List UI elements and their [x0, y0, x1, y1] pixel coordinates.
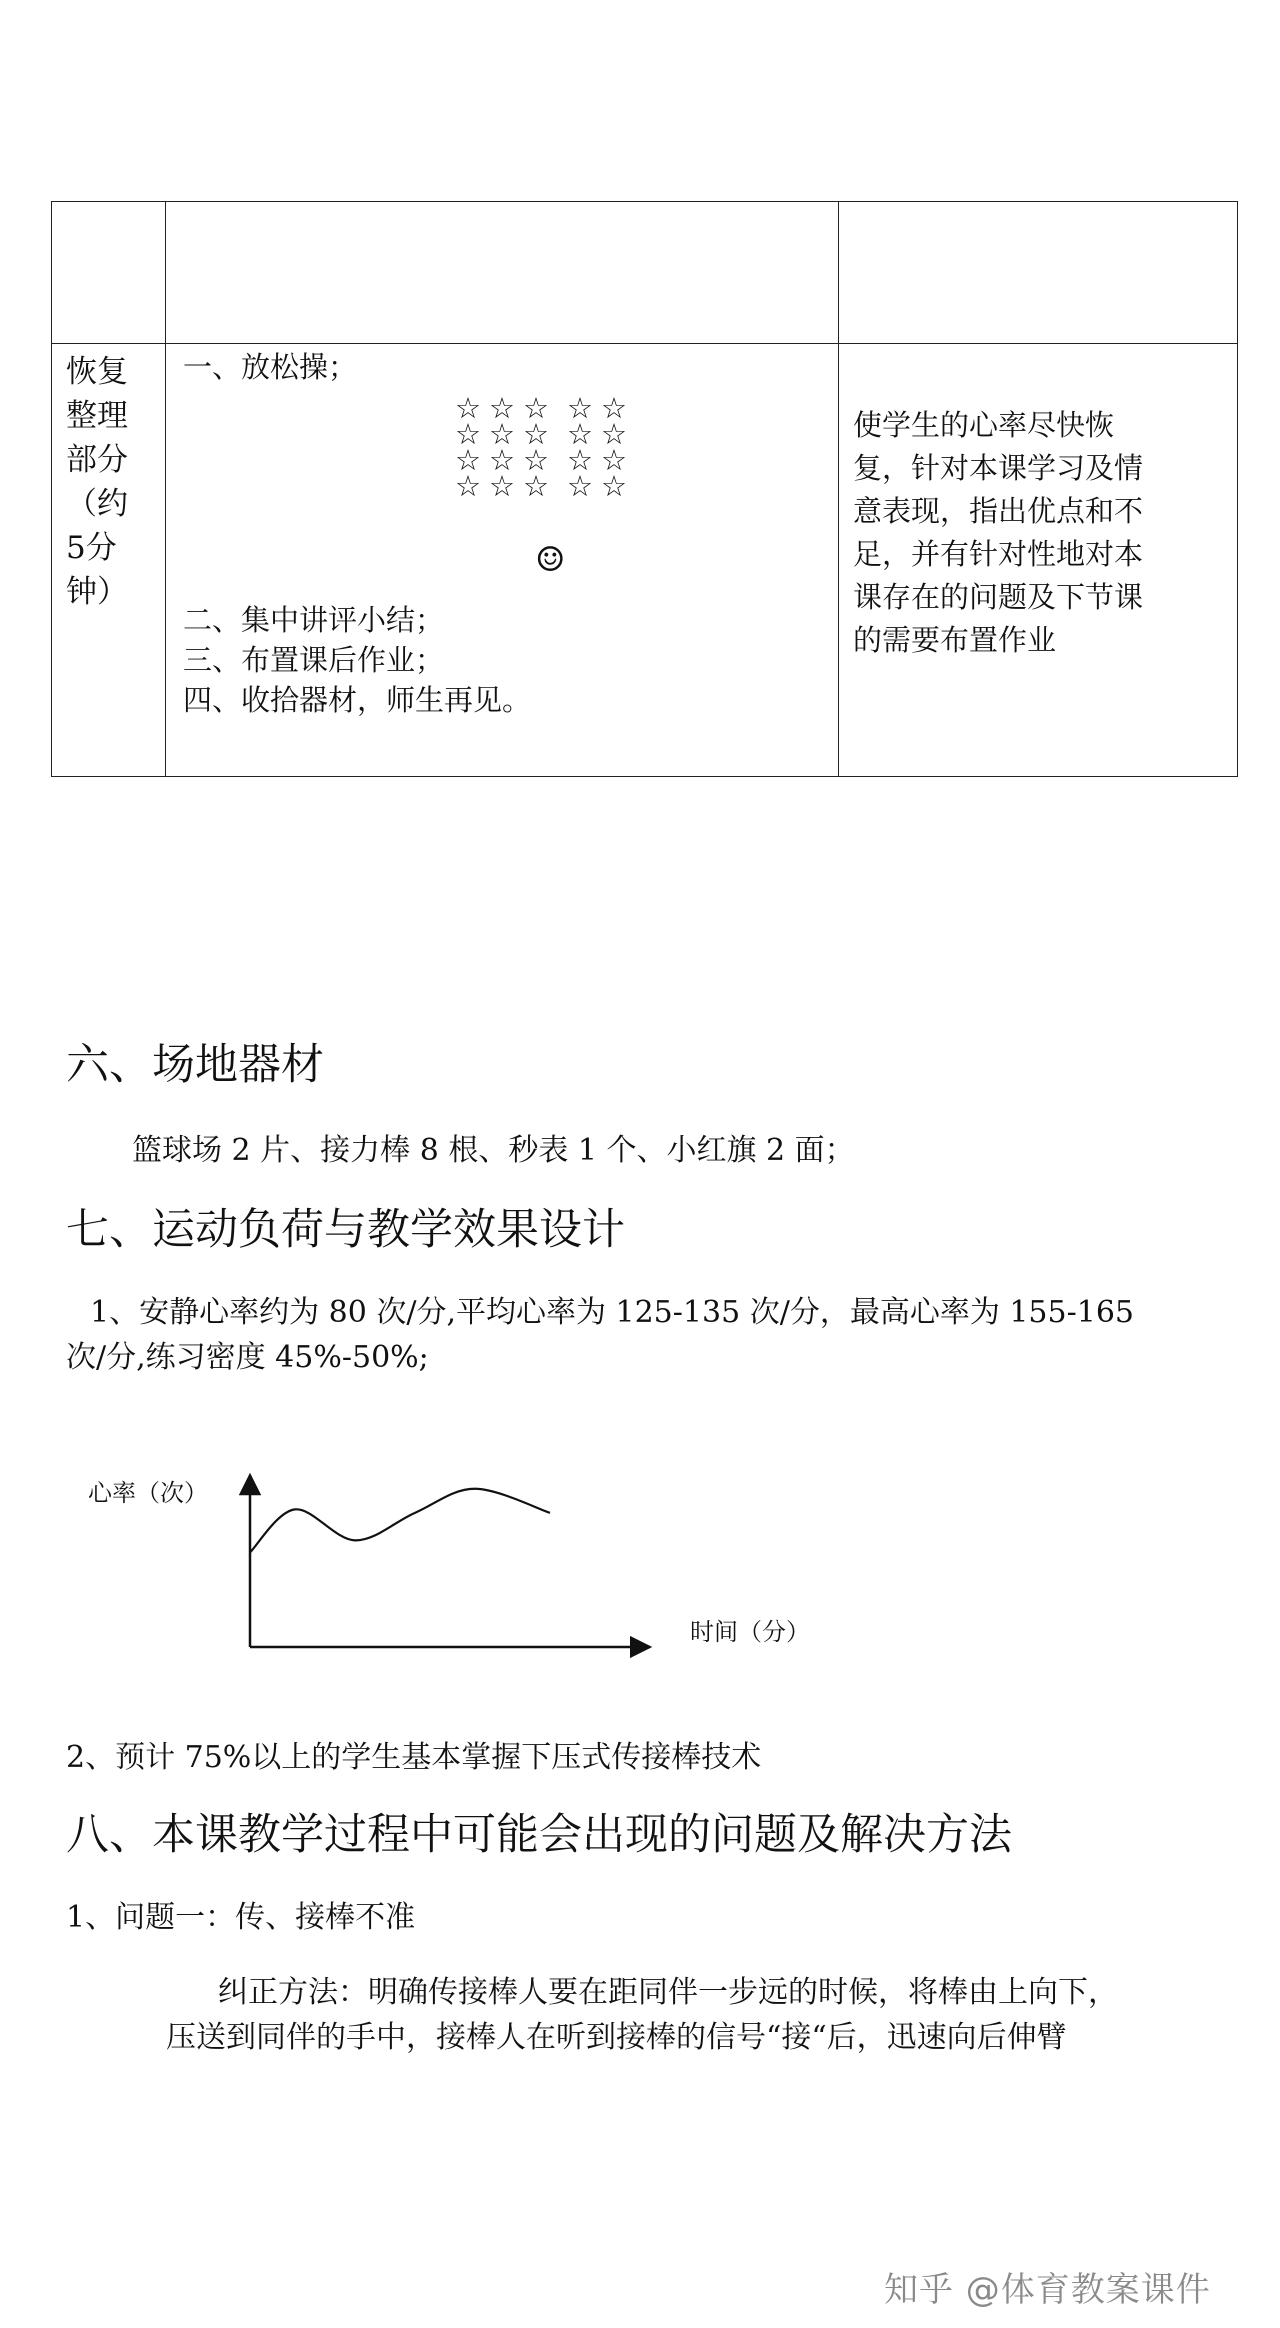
chart-ylabel: 心率（次） [88, 1479, 208, 1507]
series-line [250, 1489, 550, 1553]
step-item: 一、放松操； [183, 350, 358, 384]
step-list [183, 347, 357, 387]
chart-xlabel: 时间（分） [690, 1618, 810, 1646]
table-cell-empty [52, 202, 166, 344]
teacher-icon: ☺ [535, 540, 566, 580]
star-icon: ☆ [489, 469, 515, 503]
section-label-cell [52, 344, 166, 777]
star-icon: ☆ [455, 469, 481, 503]
star-icon: ☆ [601, 391, 627, 425]
section-heading: 七、运动负荷与教学效果设计 [66, 1205, 625, 1255]
star-column [455, 391, 481, 503]
star-icon: ☆ [523, 391, 549, 425]
star-column [567, 391, 593, 503]
star-icon: ☆ [455, 391, 481, 425]
purpose-text: 使学生的心率尽快恢 复，针对本课学习及情 意表现，指出优点和不 足，并有针对性地对本 课存在的问题及下节课 的需要布置作业 [853, 408, 1144, 657]
section-heading: 八、本课教学过程中可能会出现的问题及解决方法 [66, 1810, 1012, 1860]
section-label: 恢复 整理 部分 （约 5分 钟） [66, 354, 128, 610]
equipment-text: 篮球场 2 片、接力棒 8 根、秒表 1 个、小红旗 2 面； [132, 1133, 855, 1168]
star-icon: ☆ [523, 443, 549, 477]
star-icon: ☆ [489, 391, 515, 425]
star-icon: ☆ [567, 443, 593, 477]
watermark: 知乎 @体育教案课件 [884, 2270, 1211, 2310]
step-item: 三、布置课后作业； [183, 643, 445, 677]
table-cell-empty [166, 202, 839, 344]
star-icon: ☆ [567, 469, 593, 503]
table-row [52, 202, 1238, 344]
star-icon: ☆ [601, 443, 627, 477]
purpose-cell [839, 344, 1238, 777]
star-icon: ☆ [489, 417, 515, 451]
star-column [601, 391, 627, 503]
heart-rate-chart [230, 1465, 670, 1665]
problem-title: 1、问题一：传、接棒不准 [66, 1900, 416, 1935]
step-item: 四、收拾器材，师生再见。 [183, 683, 532, 717]
step-item: 二、集中讲评小结； [183, 603, 445, 637]
star-icon: ☆ [567, 417, 593, 451]
table-cell-empty [839, 202, 1238, 344]
paragraph-line: 2、预计 75%以上的学生基本掌握下压式传接棒技术 [66, 1740, 762, 1775]
star-icon: ☆ [567, 391, 593, 425]
star-icon: ☆ [455, 443, 481, 477]
paragraph-line: 压送到同伴的手中，接棒人在听到接棒的信号“接“后，迅速向后伸臂 [166, 2020, 1067, 2055]
star-column [489, 391, 515, 503]
star-icon: ☆ [523, 469, 549, 503]
star-icon: ☆ [523, 417, 549, 451]
section-heading: 六、场地器材 [66, 1040, 324, 1090]
star-icon: ☆ [489, 443, 515, 477]
paragraph-line: 1、安静心率约为 80 次/分,平均心率为 125-135 次/分，最高心率为 155-165 [90, 1295, 1135, 1330]
paragraph-line: 纠正方法：明确传接棒人要在距同伴一步远的时候，将棒由上向下， [218, 1975, 1118, 2010]
star-icon: ☆ [601, 469, 627, 503]
step-list [183, 600, 531, 720]
star-icon: ☆ [601, 417, 627, 451]
paragraph-line: 次/分,练习密度 45%-50%; [66, 1340, 429, 1375]
star-icon: ☆ [455, 417, 481, 451]
star-column [523, 391, 549, 503]
